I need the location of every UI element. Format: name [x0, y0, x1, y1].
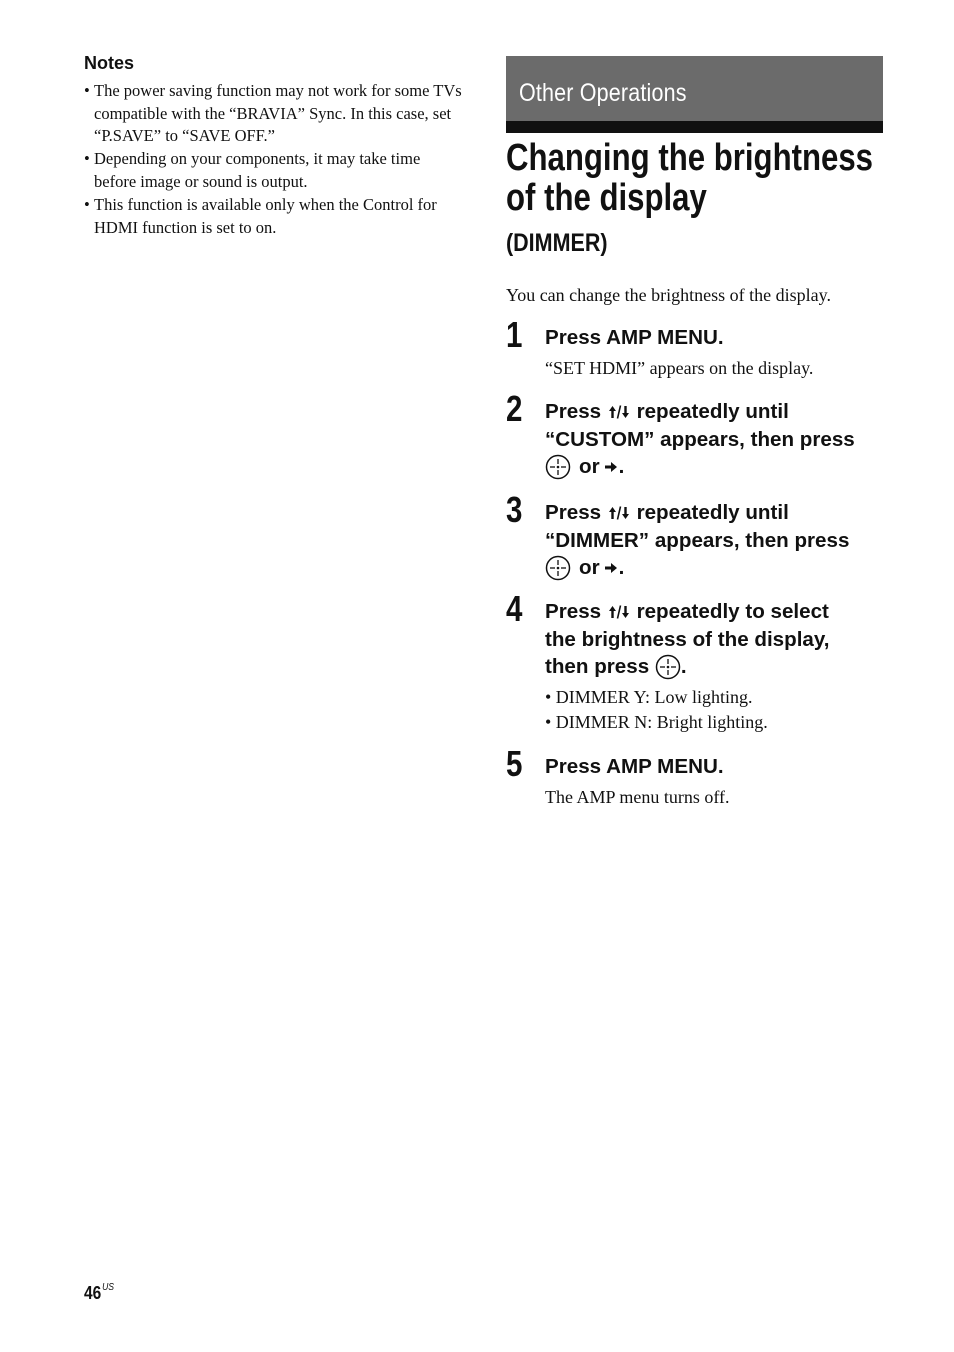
right-arrow-icon	[604, 561, 618, 575]
note-bullet: •	[84, 149, 90, 169]
note-bullet: •	[84, 81, 90, 100]
step-2	[506, 388, 886, 481]
section-banner-background	[506, 56, 883, 121]
step-text: “CUSTOM” appears, then press	[545, 427, 855, 451]
up-down-arrow-icon	[608, 506, 630, 520]
step-text: Press	[545, 501, 602, 524]
step-text: .	[680, 655, 687, 678]
enter-button-icon	[545, 454, 571, 480]
step-number: 4	[506, 588, 523, 629]
up-down-arrow-icon	[608, 605, 630, 619]
step-4	[506, 588, 886, 735]
step-text: repeatedly until	[636, 501, 789, 524]
enter-button-icon	[545, 555, 571, 581]
step-3	[506, 489, 886, 582]
note-item	[84, 148, 462, 193]
step-text: Press	[545, 600, 602, 623]
step-instruction	[545, 598, 886, 681]
notes-heading: Notes	[84, 53, 135, 73]
section-label: Other Operations	[519, 79, 687, 107]
step-text: Press	[545, 400, 602, 423]
enter-button-icon	[655, 654, 681, 680]
step-result: “SET HDMI” appears on the display.	[545, 357, 814, 378]
notes-section	[84, 52, 462, 240]
section-banner-rule	[506, 121, 883, 133]
note-bullet: •	[84, 194, 90, 214]
step-instruction	[545, 398, 886, 481]
right-arrow-icon	[604, 460, 618, 474]
step-text: then press	[545, 655, 650, 678]
step-1	[506, 314, 886, 381]
note-item	[84, 80, 462, 148]
step-number: 1	[506, 314, 523, 355]
page-title-line-2: of the display	[506, 177, 707, 219]
note-text: The power saving function may not work for some TVs compatible with the “BRAVIA” Sync. In this case, set “P.SAVE” to “SAVE OFF.”	[94, 81, 462, 146]
note-text: This function is available only when the Control for HDMI function is set to on.	[94, 194, 437, 237]
page-title-line-1: Changing the brightness	[506, 137, 874, 179]
step-text: “DIMMER” appears, then press	[545, 528, 850, 552]
page-subtitle: (DIMMER)	[506, 229, 608, 257]
step-instruction: Press AMP MENU.	[545, 326, 724, 349]
step-instruction	[545, 499, 886, 582]
option-item: • DIMMER Y: Low lighting.	[545, 686, 753, 707]
page-number-suffix: US	[102, 1282, 115, 1293]
page-number	[84, 1282, 114, 1304]
step-text: .	[618, 556, 625, 579]
note-item	[84, 194, 462, 239]
step-text: .	[618, 455, 625, 478]
step-text: or	[579, 556, 600, 579]
step-text: repeatedly to select	[636, 600, 829, 623]
step-number: 5	[506, 743, 523, 784]
step-5	[506, 743, 886, 810]
intro-text: You can change the brightness of the display.	[506, 285, 831, 305]
page-number-value: 46	[84, 1283, 102, 1303]
step-text: or	[579, 455, 600, 478]
step-options	[545, 685, 886, 735]
step-number: 2	[506, 388, 523, 429]
up-down-arrow-icon	[608, 405, 630, 419]
section-banner	[506, 56, 883, 133]
page-title	[506, 137, 874, 219]
note-text: Depending on your components, it may take time before image or sound is output.	[94, 149, 421, 191]
notes-list	[84, 80, 462, 239]
step-text: repeatedly until	[636, 400, 789, 423]
option-item: • DIMMER N: Bright lighting.	[545, 711, 768, 732]
step-number: 3	[506, 489, 523, 530]
step-text: the brightness of the display,	[545, 627, 830, 651]
step-instruction: Press AMP MENU.	[545, 755, 724, 778]
step-result: The AMP menu turns off.	[545, 786, 730, 807]
